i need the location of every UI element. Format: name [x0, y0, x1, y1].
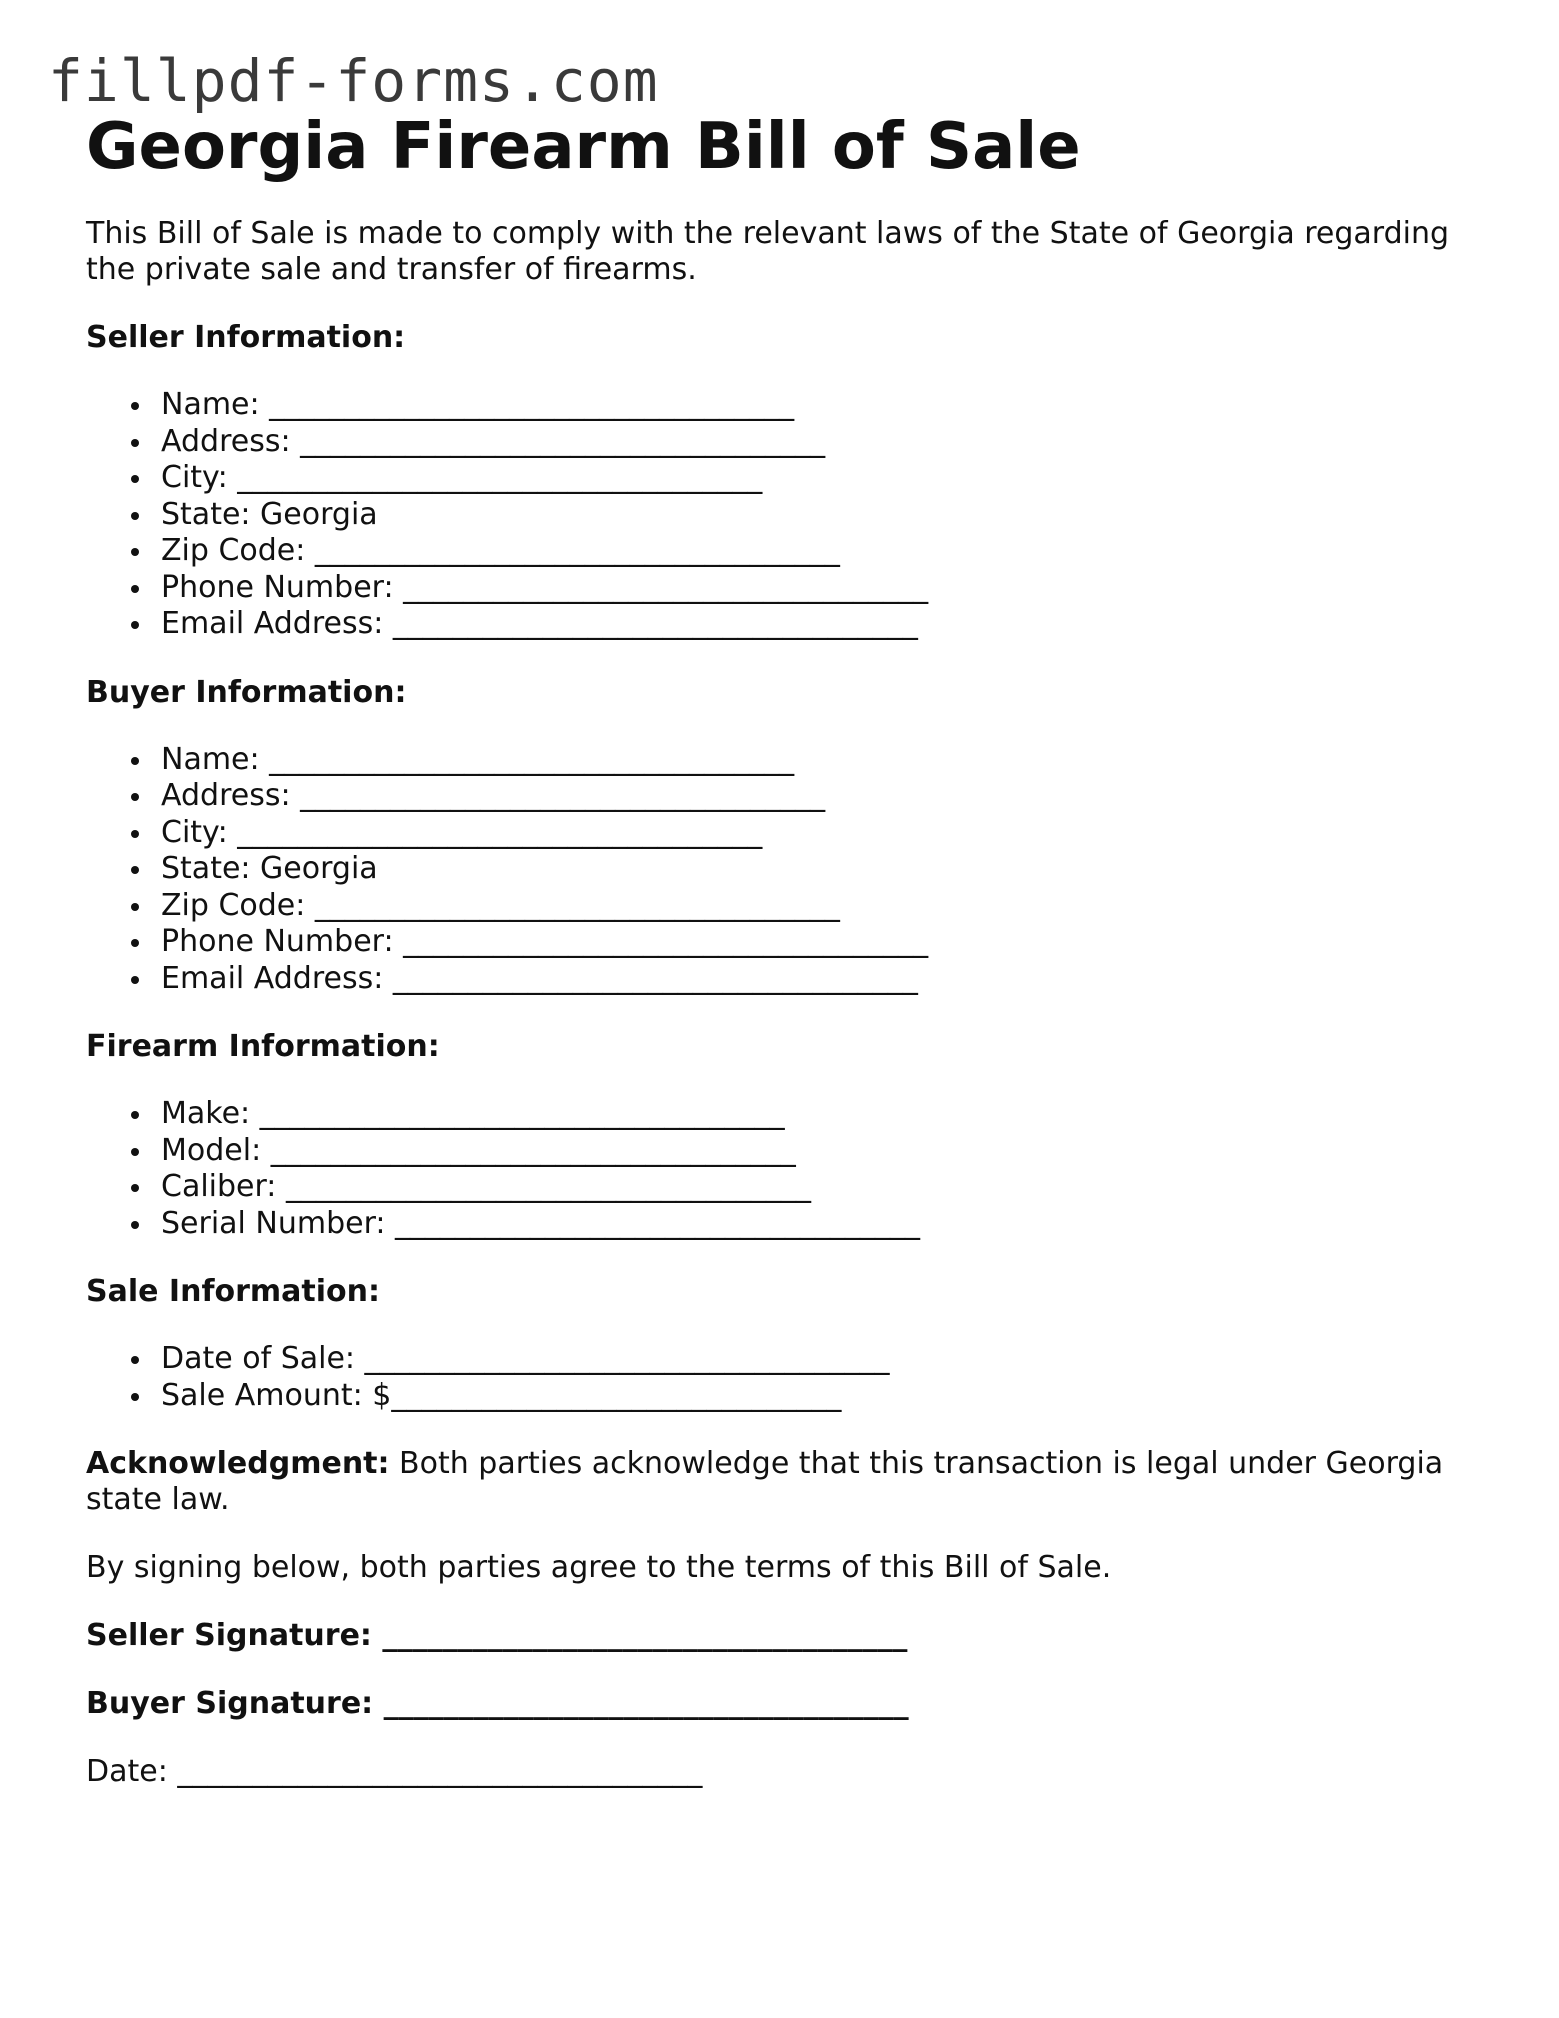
intro-paragraph: This Bill of Sale is made to comply with the relevant laws of the State of Georgia regarding the private sale and transfer of firearms.	[86, 216, 1450, 287]
document-title: Georgia Firearm Bill of Sale	[86, 110, 1081, 184]
acknowledgment-text: Both parties acknowledge that this transaction is legal under Georgia state law.	[86, 1446, 1444, 1517]
seller-name-field[interactable]: Name: ___________________________________	[161, 387, 1486, 424]
buyer-signature-line[interactable]: Buyer Signature: ___________________________________	[86, 1686, 909, 1721]
buyer-field-list	[86, 742, 1486, 998]
document-page	[86, 108, 1486, 1790]
acknowledgment-label: Acknowledgment:	[86, 1446, 390, 1481]
watermark: fillpdf-forms.com	[48, 47, 659, 115]
seller-signature-line[interactable]: Seller Signature: ___________________________________	[86, 1618, 908, 1653]
firearm-caliber-field[interactable]: Caliber: ___________________________________	[161, 1169, 1486, 1206]
firearm-model-field[interactable]: Model: ___________________________________	[161, 1133, 1486, 1170]
buyer-address-field[interactable]: Address: ___________________________________	[161, 778, 1486, 815]
firearm-section-heading: Firearm Information:	[86, 1029, 440, 1064]
buyer-name-field[interactable]: Name: ___________________________________	[161, 742, 1486, 779]
seller-phone-field[interactable]: Phone Number: ___________________________________	[161, 570, 1486, 607]
firearm-field-list	[86, 1096, 1486, 1242]
sale-date-field[interactable]: Date of Sale: ___________________________________	[161, 1341, 1486, 1378]
sale-section-heading: Sale Information:	[86, 1274, 380, 1309]
seller-section-heading: Seller Information:	[86, 320, 406, 355]
buyer-section-heading: Buyer Information:	[86, 674, 407, 710]
seller-zip-field[interactable]: Zip Code: ___________________________________	[161, 533, 1486, 570]
buyer-email-field[interactable]: Email Address: ___________________________________	[161, 961, 1486, 998]
buyer-city-field[interactable]: City: ___________________________________	[161, 815, 1486, 852]
buyer-zip-field[interactable]: Zip Code: ___________________________________	[161, 888, 1486, 925]
seller-address-field[interactable]: Address: ___________________________________	[161, 424, 1486, 461]
buyer-phone-field[interactable]: Phone Number: ___________________________________	[161, 924, 1486, 961]
sale-amount-field[interactable]: Sale Amount: $______________________________	[161, 1378, 1486, 1415]
firearm-serial-field[interactable]: Serial Number: ___________________________________	[161, 1206, 1486, 1243]
buyer-state-field: State: Georgia	[161, 851, 1486, 888]
signature-date-line[interactable]: Date: ___________________________________	[86, 1754, 703, 1789]
sale-field-list	[86, 1341, 1486, 1414]
acknowledgment-paragraph	[86, 1446, 1486, 1518]
seller-field-list	[86, 387, 1486, 643]
firearm-make-field[interactable]: Make: ___________________________________	[161, 1096, 1486, 1133]
seller-state-field: State: Georgia	[161, 497, 1486, 534]
seller-city-field[interactable]: City: ___________________________________	[161, 460, 1486, 497]
seller-email-field[interactable]: Email Address: ___________________________________	[161, 606, 1486, 643]
agreement-paragraph: By signing below, both parties agree to the terms of this Bill of Sale.	[86, 1550, 1112, 1585]
